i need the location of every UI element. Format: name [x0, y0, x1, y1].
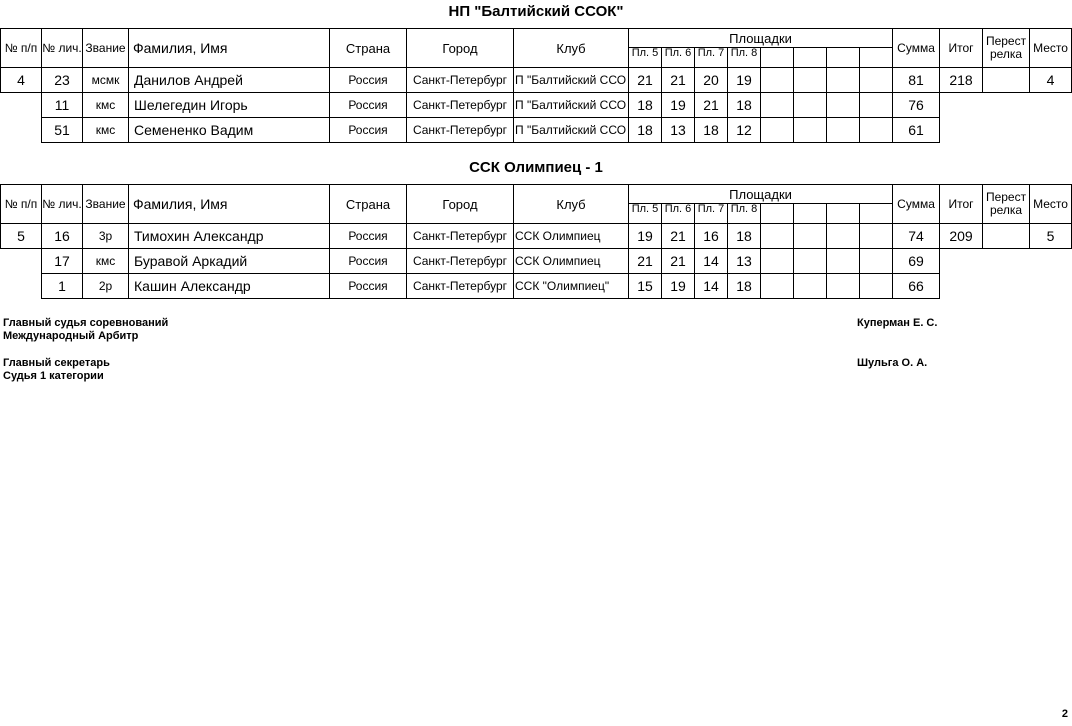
score-cell-empty [794, 118, 827, 143]
area-subheader-empty [761, 204, 794, 224]
col-header-np: № п/п [1, 29, 42, 68]
club-cell: П "Балтийский ССО [514, 118, 629, 143]
area-subheader-empty [794, 48, 827, 68]
sum-cell: 81 [893, 68, 940, 93]
shootoff-cell [983, 224, 1030, 249]
score-cell-empty [761, 274, 794, 299]
score-cell-empty [761, 224, 794, 249]
page-number: 2 [1061, 708, 1068, 720]
name-cell: Тимохин Александр [129, 224, 330, 249]
city-cell: Санкт-Петербург [407, 249, 514, 274]
col-header-city: Город [407, 29, 514, 68]
license-cell: 23 [42, 68, 83, 93]
place-cell: 5 [1030, 224, 1072, 249]
score-cell: 21 [662, 68, 695, 93]
col-header-sum: Сумма [893, 185, 940, 224]
sum-cell: 74 [893, 224, 940, 249]
license-cell: 16 [42, 224, 83, 249]
empty-cell [1, 118, 42, 143]
col-header-club: Клуб [514, 185, 629, 224]
score-cell-empty [794, 224, 827, 249]
area-subheader-empty [827, 204, 860, 224]
col-header-np: № п/п [1, 185, 42, 224]
col-header-place: Место [1030, 29, 1072, 68]
empty-cell [1030, 118, 1072, 143]
club-cell: ССК "Олимпиец" [514, 274, 629, 299]
col-header-name: Фамилия, Имя [129, 29, 330, 68]
country-cell: Россия [330, 249, 407, 274]
name-cell: Семененко Вадим [129, 118, 330, 143]
table-row [1, 93, 1072, 118]
col-header-country: Страна [330, 185, 407, 224]
score-cell-empty [794, 274, 827, 299]
score-cell: 21 [629, 249, 662, 274]
score-cell: 18 [728, 274, 761, 299]
score-cell: 19 [662, 274, 695, 299]
score-cell-empty [794, 68, 827, 93]
table-row [1, 118, 1072, 143]
license-cell: 51 [42, 118, 83, 143]
rank-cell: мсмк [83, 68, 129, 93]
area-subheader: Пл. 5 [629, 204, 662, 224]
club-cell: ССК Олимпиец [514, 249, 629, 274]
score-cell-empty [761, 118, 794, 143]
col-header-shootoff: Перест релка [983, 29, 1030, 68]
city-cell: Санкт-Петербург [407, 93, 514, 118]
score-cell-empty [761, 93, 794, 118]
score-cell: 12 [728, 118, 761, 143]
score-cell-empty [827, 274, 860, 299]
empty-cell [1030, 93, 1072, 118]
empty-cell [940, 118, 983, 143]
col-header-club: Клуб [514, 29, 629, 68]
name-cell: Буравой Аркадий [129, 249, 330, 274]
results-table [0, 28, 1072, 143]
area-subheader-empty [761, 48, 794, 68]
city-cell: Санкт-Петербург [407, 224, 514, 249]
score-cell-empty [761, 249, 794, 274]
club-cell: ССК Олимпиец [514, 224, 629, 249]
col-header-rank: Звание [83, 29, 129, 68]
club-cell: П "Балтийский ССО [514, 68, 629, 93]
city-cell: Санкт-Петербург [407, 118, 514, 143]
area-subheader: Пл. 7 [695, 204, 728, 224]
rank-cell: 2р [83, 274, 129, 299]
score-cell-empty [827, 224, 860, 249]
area-subheader: Пл. 8 [728, 204, 761, 224]
area-subheader: Пл. 5 [629, 48, 662, 68]
city-cell: Санкт-Петербург [407, 274, 514, 299]
score-cell: 16 [695, 224, 728, 249]
col-header-license: № лич. [42, 185, 83, 224]
area-subheader: Пл. 7 [695, 48, 728, 68]
score-cell-empty [794, 249, 827, 274]
country-cell: Россия [330, 118, 407, 143]
club-cell: П "Балтийский ССО [514, 93, 629, 118]
chief-judge-rank: Международный Арбитр [3, 330, 139, 342]
score-cell: 19 [629, 224, 662, 249]
chief-secretary-block [3, 357, 110, 383]
sum-cell: 69 [893, 249, 940, 274]
empty-cell [940, 249, 983, 274]
area-subheader-empty [794, 204, 827, 224]
chief-judge-block [3, 317, 168, 343]
col-header-areas: Площадки [629, 185, 893, 204]
country-cell: Россия [330, 68, 407, 93]
country-cell: Россия [330, 224, 407, 249]
chief-secretary-title: Главный секретарь [3, 357, 110, 369]
place-cell: 4 [1030, 68, 1072, 93]
team-np-cell: 5 [1, 224, 42, 249]
table-row [1, 249, 1072, 274]
chief-secretary-name: Шульга О. А. [857, 357, 928, 369]
empty-cell [940, 274, 983, 299]
sum-cell: 66 [893, 274, 940, 299]
score-cell: 21 [662, 224, 695, 249]
score-cell: 14 [695, 274, 728, 299]
sum-cell: 76 [893, 93, 940, 118]
score-cell: 21 [695, 93, 728, 118]
team-total-cell: 209 [940, 224, 983, 249]
score-cell: 15 [629, 274, 662, 299]
score-cell: 14 [695, 249, 728, 274]
score-cell: 20 [695, 68, 728, 93]
team-total-cell: 218 [940, 68, 983, 93]
col-header-country: Страна [330, 29, 407, 68]
chief-judge-title: Главный судья соревнований [3, 317, 169, 329]
score-cell: 18 [695, 118, 728, 143]
city-cell: Санкт-Петербург [407, 68, 514, 93]
rank-cell: кмс [83, 249, 129, 274]
empty-cell [940, 93, 983, 118]
name-cell: Данилов Андрей [129, 68, 330, 93]
score-cell-empty [860, 249, 893, 274]
license-cell: 11 [42, 93, 83, 118]
score-cell-empty [827, 118, 860, 143]
score-cell: 18 [629, 118, 662, 143]
col-header-name: Фамилия, Имя [129, 185, 330, 224]
rank-cell: 3р [83, 224, 129, 249]
score-cell-empty [827, 249, 860, 274]
country-cell: Россия [330, 274, 407, 299]
col-header-place: Место [1030, 185, 1072, 224]
score-cell: 19 [662, 93, 695, 118]
rank-cell: кмс [83, 118, 129, 143]
area-subheader: Пл. 8 [728, 48, 761, 68]
score-cell-empty [860, 93, 893, 118]
rank-cell: кмс [83, 93, 129, 118]
license-cell: 1 [42, 274, 83, 299]
score-cell: 18 [728, 224, 761, 249]
score-cell-empty [827, 93, 860, 118]
score-cell-empty [794, 93, 827, 118]
team-title: НП "Балтийский ССОК" [448, 3, 624, 20]
area-subheader-empty [827, 48, 860, 68]
empty-cell [1, 93, 42, 118]
col-header-rank: Звание [83, 185, 129, 224]
shootoff-cell [983, 68, 1030, 93]
area-subheader-empty [860, 48, 893, 68]
col-header-shootoff: Перест релка [983, 185, 1030, 224]
empty-cell [1, 274, 42, 299]
score-cell: 18 [728, 93, 761, 118]
area-subheader-empty [860, 204, 893, 224]
table-row [1, 224, 1072, 249]
col-header-total: Итог [940, 29, 983, 68]
col-header-license: № лич. [42, 29, 83, 68]
score-cell: 19 [728, 68, 761, 93]
col-header-sum: Сумма [893, 29, 940, 68]
score-cell-empty [761, 68, 794, 93]
results-table [0, 184, 1072, 299]
license-cell: 17 [42, 249, 83, 274]
name-cell: Кашин Александр [129, 274, 330, 299]
empty-cell [1030, 249, 1072, 274]
col-header-city: Город [407, 185, 514, 224]
score-cell-empty [860, 224, 893, 249]
score-cell-empty [860, 274, 893, 299]
empty-cell [983, 93, 1030, 118]
col-header-total: Итог [940, 185, 983, 224]
empty-cell [1, 249, 42, 274]
country-cell: Россия [330, 93, 407, 118]
score-cell: 13 [662, 118, 695, 143]
table-row [1, 274, 1072, 299]
score-cell-empty [827, 68, 860, 93]
area-subheader: Пл. 6 [662, 204, 695, 224]
name-cell: Шелегедин Игорь [129, 93, 330, 118]
chief-secretary-rank: Судья 1 категории [3, 370, 104, 382]
score-cell-empty [860, 68, 893, 93]
score-cell: 13 [728, 249, 761, 274]
score-cell: 21 [662, 249, 695, 274]
empty-cell [983, 274, 1030, 299]
table-row [1, 68, 1072, 93]
chief-judge-name: Куперман Е. С. [857, 317, 938, 329]
team-np-cell: 4 [1, 68, 42, 93]
empty-cell [983, 118, 1030, 143]
col-header-areas: Площадки [629, 29, 893, 48]
score-cell-empty [860, 118, 893, 143]
sum-cell: 61 [893, 118, 940, 143]
empty-cell [983, 249, 1030, 274]
score-cell: 18 [629, 93, 662, 118]
score-cell: 21 [629, 68, 662, 93]
area-subheader: Пл. 6 [662, 48, 695, 68]
empty-cell [1030, 274, 1072, 299]
team-title: ССК Олимпиец - 1 [469, 159, 603, 176]
